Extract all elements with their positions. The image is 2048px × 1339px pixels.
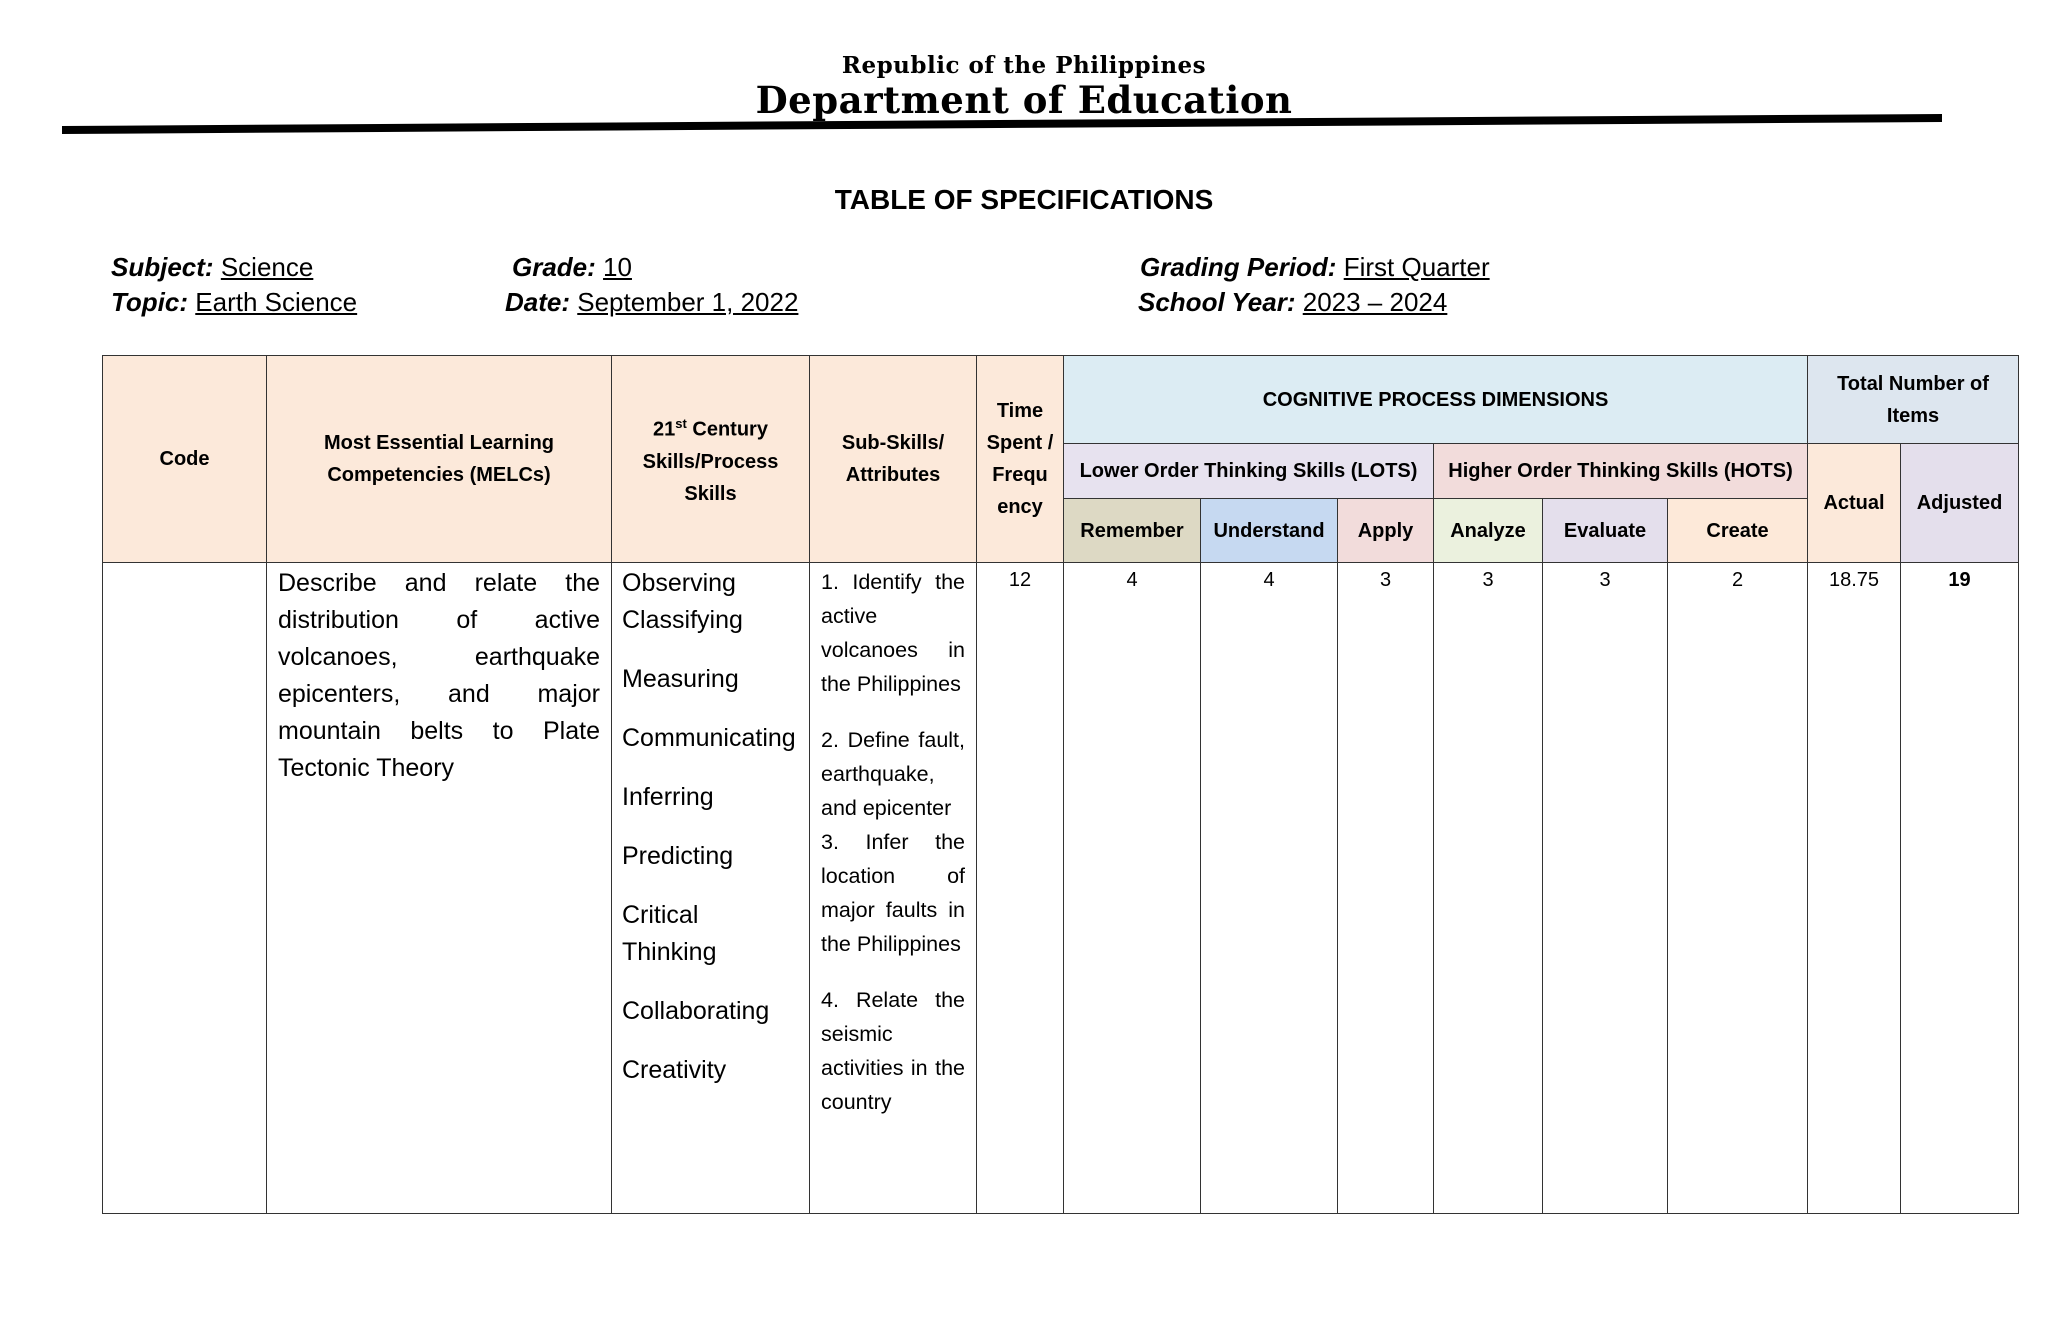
cell-skills <box>612 563 810 1214</box>
specifications-table <box>102 355 2019 1214</box>
subject-field: Subject: Science <box>111 252 314 282</box>
grading-period-value: First Quarter <box>1343 252 1490 282</box>
cell-apply: 3 <box>1338 563 1434 1214</box>
header-evaluate: Evaluate <box>1543 499 1668 563</box>
cell-adjusted: 19 <box>1901 563 2019 1214</box>
header-century-skills: 21st Century Skills/Process Skills <box>612 356 810 563</box>
document-title: TABLE OF SPECIFICATIONS <box>834 184 1214 215</box>
skill-item: Observing <box>622 569 736 597</box>
school-year-value: 2023 – 2024 <box>1302 287 1448 317</box>
header-rule <box>62 112 1942 136</box>
cell-code <box>103 563 267 1214</box>
skill-item: Inferring <box>622 783 714 811</box>
skill-item: Measuring <box>622 665 739 693</box>
subskill-item: 4. Relate the seismic activities in the country <box>821 988 965 1114</box>
cell-analyze: 3 <box>1434 563 1543 1214</box>
subject-value: Science <box>220 252 314 282</box>
republic-header: Republic of the Philippines <box>841 52 1207 79</box>
header-total-items: Total Number of Items <box>1808 356 2019 444</box>
header-analyze: Analyze <box>1434 499 1543 563</box>
department-header: Department of Education <box>755 78 1293 122</box>
date-value: September 1, 2022 <box>577 287 799 317</box>
skill-item: Creativity <box>622 1056 727 1084</box>
cell-remember: 4 <box>1064 563 1201 1214</box>
topic-value: Earth Science <box>195 287 358 317</box>
header-time-spent: Time Spent / Frequ ency <box>977 356 1064 563</box>
cell-melc: Describe and relate the distribution of active volcanoes, earthquake epicenters, and major mountain belts to Plate Tectonic Theory <box>267 563 612 1214</box>
header-adjusted: Adjusted <box>1901 444 2019 563</box>
date-field: Date: September 1, 2022 <box>505 287 799 317</box>
subskill-item: 2. Define fault, earthquake, and epicenter <box>821 728 965 820</box>
skill-item: Critical Thinking <box>622 901 717 966</box>
header-cognitive-dimensions: COGNITIVE PROCESS DIMENSIONS <box>1064 356 1808 444</box>
cell-actual: 18.75 <box>1808 563 1901 1214</box>
skill-item: Collaborating <box>622 997 770 1025</box>
skill-item: Communicating <box>622 724 796 752</box>
header-hots: Higher Order Thinking Skills (HOTS) <box>1434 444 1808 499</box>
cell-understand: 4 <box>1201 563 1338 1214</box>
header-subskills: Sub-Skills/ Attributes <box>810 356 977 563</box>
grading-period-field: Grading Period: First Quarter <box>1140 252 1490 282</box>
header-apply: Apply <box>1338 499 1434 563</box>
skill-item: Classifying <box>622 606 743 634</box>
header-create: Create <box>1668 499 1808 563</box>
topic-field: Topic: Earth Science <box>111 287 358 317</box>
cell-time-spent: 12 <box>977 563 1064 1214</box>
header-lots: Lower Order Thinking Skills (LOTS) <box>1064 444 1434 499</box>
header-melc: Most Essential Learning Competencies (MELCs) <box>267 356 612 563</box>
header-code: Code <box>103 356 267 563</box>
cell-subskills <box>810 563 977 1214</box>
grade-value: 10 <box>603 252 632 282</box>
cell-evaluate: 3 <box>1543 563 1668 1214</box>
header-understand: Understand <box>1201 499 1338 563</box>
subskill-item: 1. Identify the active volcanoes in the Philippines <box>821 570 965 696</box>
cell-create: 2 <box>1668 563 1808 1214</box>
header-remember: Remember <box>1064 499 1201 563</box>
header-actual: Actual <box>1808 444 1901 563</box>
table-row <box>103 563 2019 1214</box>
subskill-item: 3. Infer the location of major faults in the Philippines <box>821 830 965 956</box>
school-year-field: School Year: 2023 – 2024 <box>1138 287 1448 317</box>
grade-field: Grade: 10 <box>512 252 632 282</box>
skill-item: Predicting <box>622 842 734 870</box>
